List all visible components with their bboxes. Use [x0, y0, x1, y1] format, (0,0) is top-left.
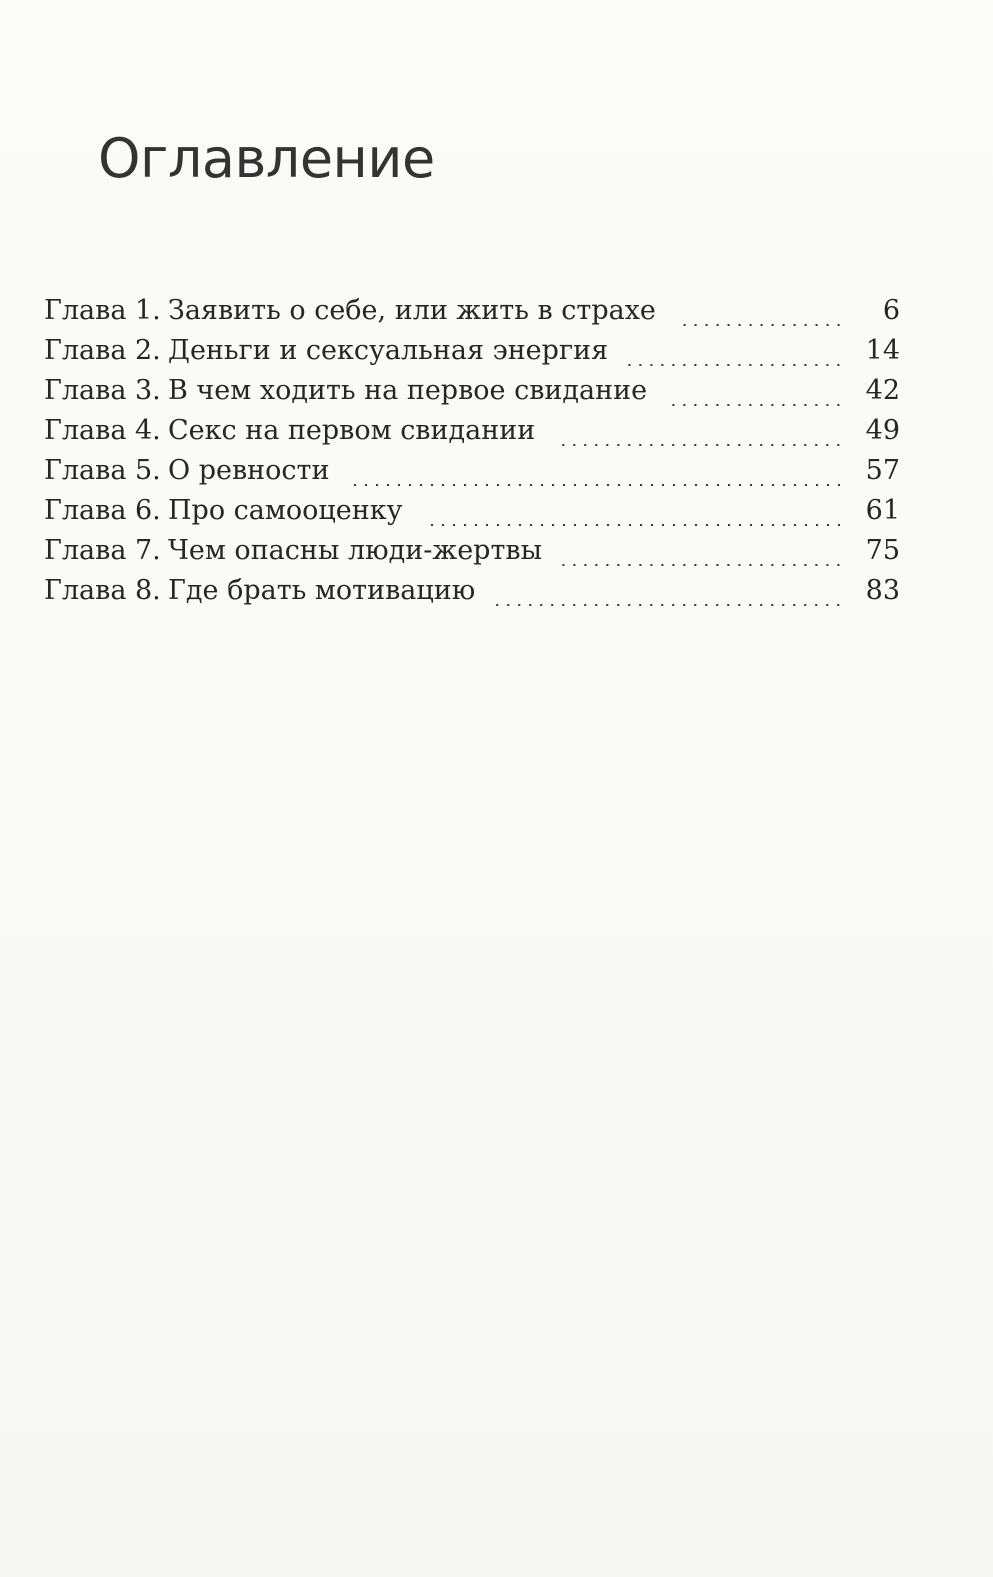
toc-entry-5 — [44, 455, 900, 495]
toc-entry-2 — [44, 335, 900, 375]
page-number: 49 — [865, 415, 900, 446]
chapter-label: Глава 8. — [44, 575, 161, 606]
chapter-title: О ревности — [168, 455, 330, 486]
chapter-title: Заявить о себе, или жить в страхе — [168, 295, 656, 326]
toc-entry-7 — [44, 535, 900, 575]
dot-leader — [676, 324, 844, 326]
page-number: 57 — [865, 455, 900, 486]
page-number: 75 — [865, 535, 900, 566]
chapter-title: В чем ходить на первое свидание — [168, 375, 648, 406]
chapter-label: Глава 6. — [44, 495, 161, 526]
toc-entry-1 — [44, 295, 900, 335]
chapter-title: Чем опасны люди-жертвы — [168, 535, 543, 566]
toc-entry-3 — [44, 375, 900, 415]
chapter-label: Глава 4. — [44, 415, 161, 446]
toc-entry-8 — [44, 575, 900, 615]
page-number: 6 — [882, 295, 900, 326]
dot-leader — [423, 524, 845, 526]
toc-entry-4 — [44, 415, 900, 455]
dot-leader — [350, 484, 845, 486]
page-number: 42 — [865, 375, 900, 406]
dot-leader — [667, 404, 844, 406]
chapter-title: Про самооценку — [168, 495, 403, 526]
dot-leader — [555, 444, 844, 446]
page-number: 83 — [865, 575, 900, 606]
table-of-contents — [44, 295, 900, 615]
chapter-label: Глава 7. — [44, 535, 161, 566]
chapter-label: Глава 2. — [44, 335, 161, 366]
page-number: 14 — [865, 335, 900, 366]
dot-leader — [628, 364, 844, 366]
page-title: Оглавление — [98, 127, 435, 190]
dot-leader — [495, 604, 844, 606]
toc-entry-6 — [44, 495, 900, 535]
chapter-title: Деньги и сексуальная энергия — [168, 335, 609, 366]
dot-leader — [562, 564, 844, 566]
page-number: 61 — [865, 495, 900, 526]
chapter-label: Глава 5. — [44, 455, 161, 486]
chapter-label: Глава 1. — [44, 295, 161, 326]
chapter-label: Глава 3. — [44, 375, 161, 406]
chapter-title: Секс на первом свидании — [168, 415, 536, 446]
chapter-title: Где брать мотивацию — [168, 575, 476, 606]
